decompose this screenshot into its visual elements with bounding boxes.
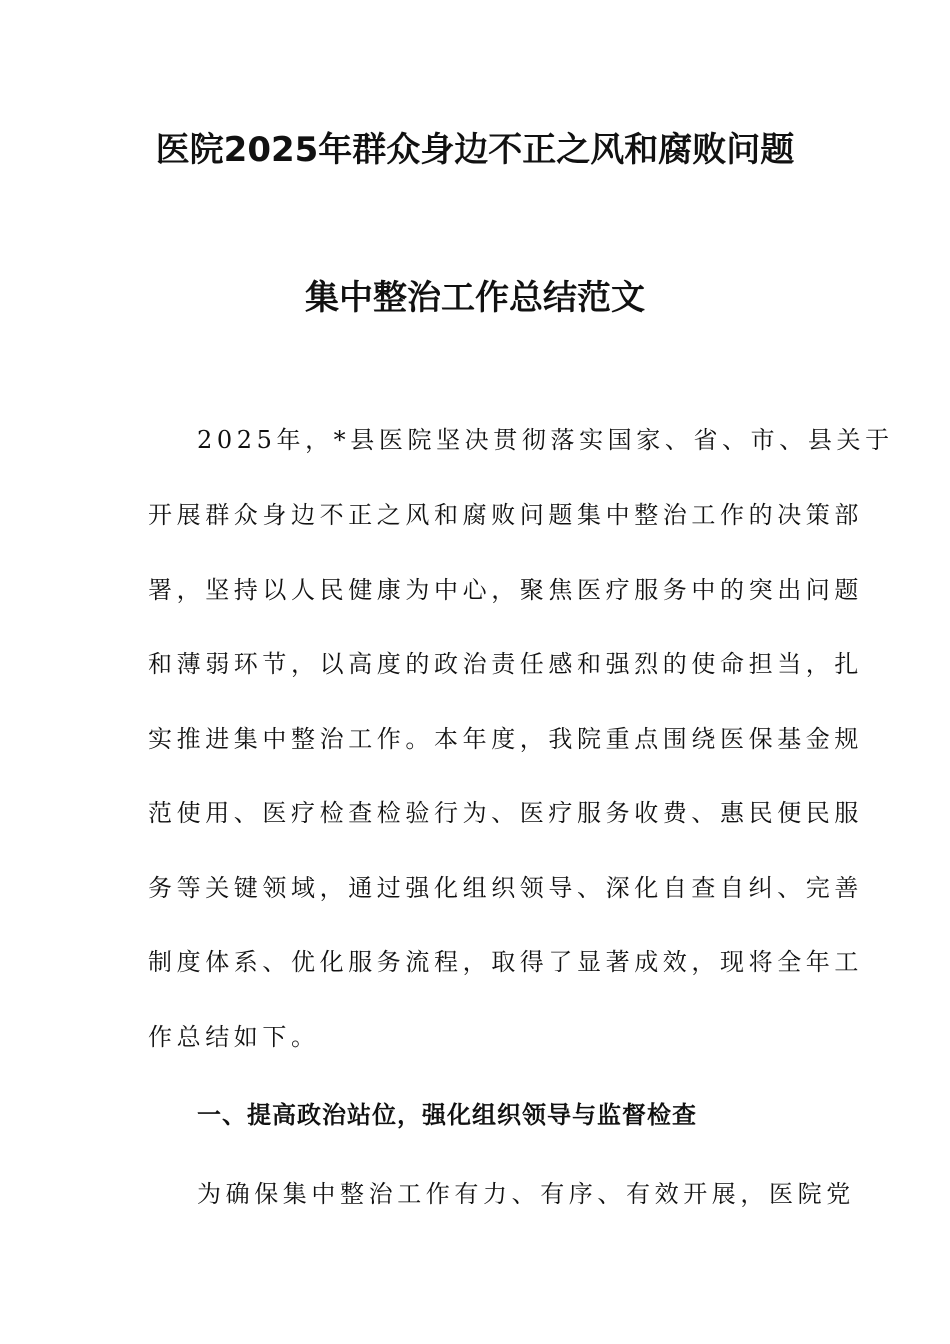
paragraph-2-line-1: 为确保集中整治工作有力、有序、有效开展，医院党 [197,1180,855,1208]
paragraph-1-line-8: 制度体系、优化服务流程，取得了显著成效，现将全年工 [148,948,863,976]
paragraph-1-line-2: 开展群众身边不正之风和腐败问题集中整治工作的决策部 [148,501,863,529]
paragraph-1-line-7: 务等关键领域，通过强化组织领导、深化自查自纠、完善 [148,874,863,902]
paragraph-1-line-9: 作总结如下。 [148,1023,320,1051]
section-1-heading: 一、提高政治站位，强化组织领导与监督检查 [197,1101,697,1129]
paragraph-1-line-6: 范使用、医疗检查检验行为、医疗服务收费、惠民便民服 [148,799,863,827]
document-title-line-2: 集中整治工作总结范文 [305,278,645,318]
document-title-line-1: 医院2025年群众身边不正之风和腐败问题 [155,130,795,170]
paragraph-1-line-5: 实推进集中整治工作。本年度，我院重点围绕医保基金规 [148,725,863,753]
paragraph-1-line-1: 2025年，*县医院坚决贯彻落实国家、省、市、县关于 [197,426,894,454]
paragraph-1-line-4: 和薄弱环节，以高度的政治责任感和强烈的使命担当，扎 [148,650,863,678]
paragraph-1-line-3: 署，坚持以人民健康为中心，聚焦医疗服务中的突出问题 [148,576,863,604]
